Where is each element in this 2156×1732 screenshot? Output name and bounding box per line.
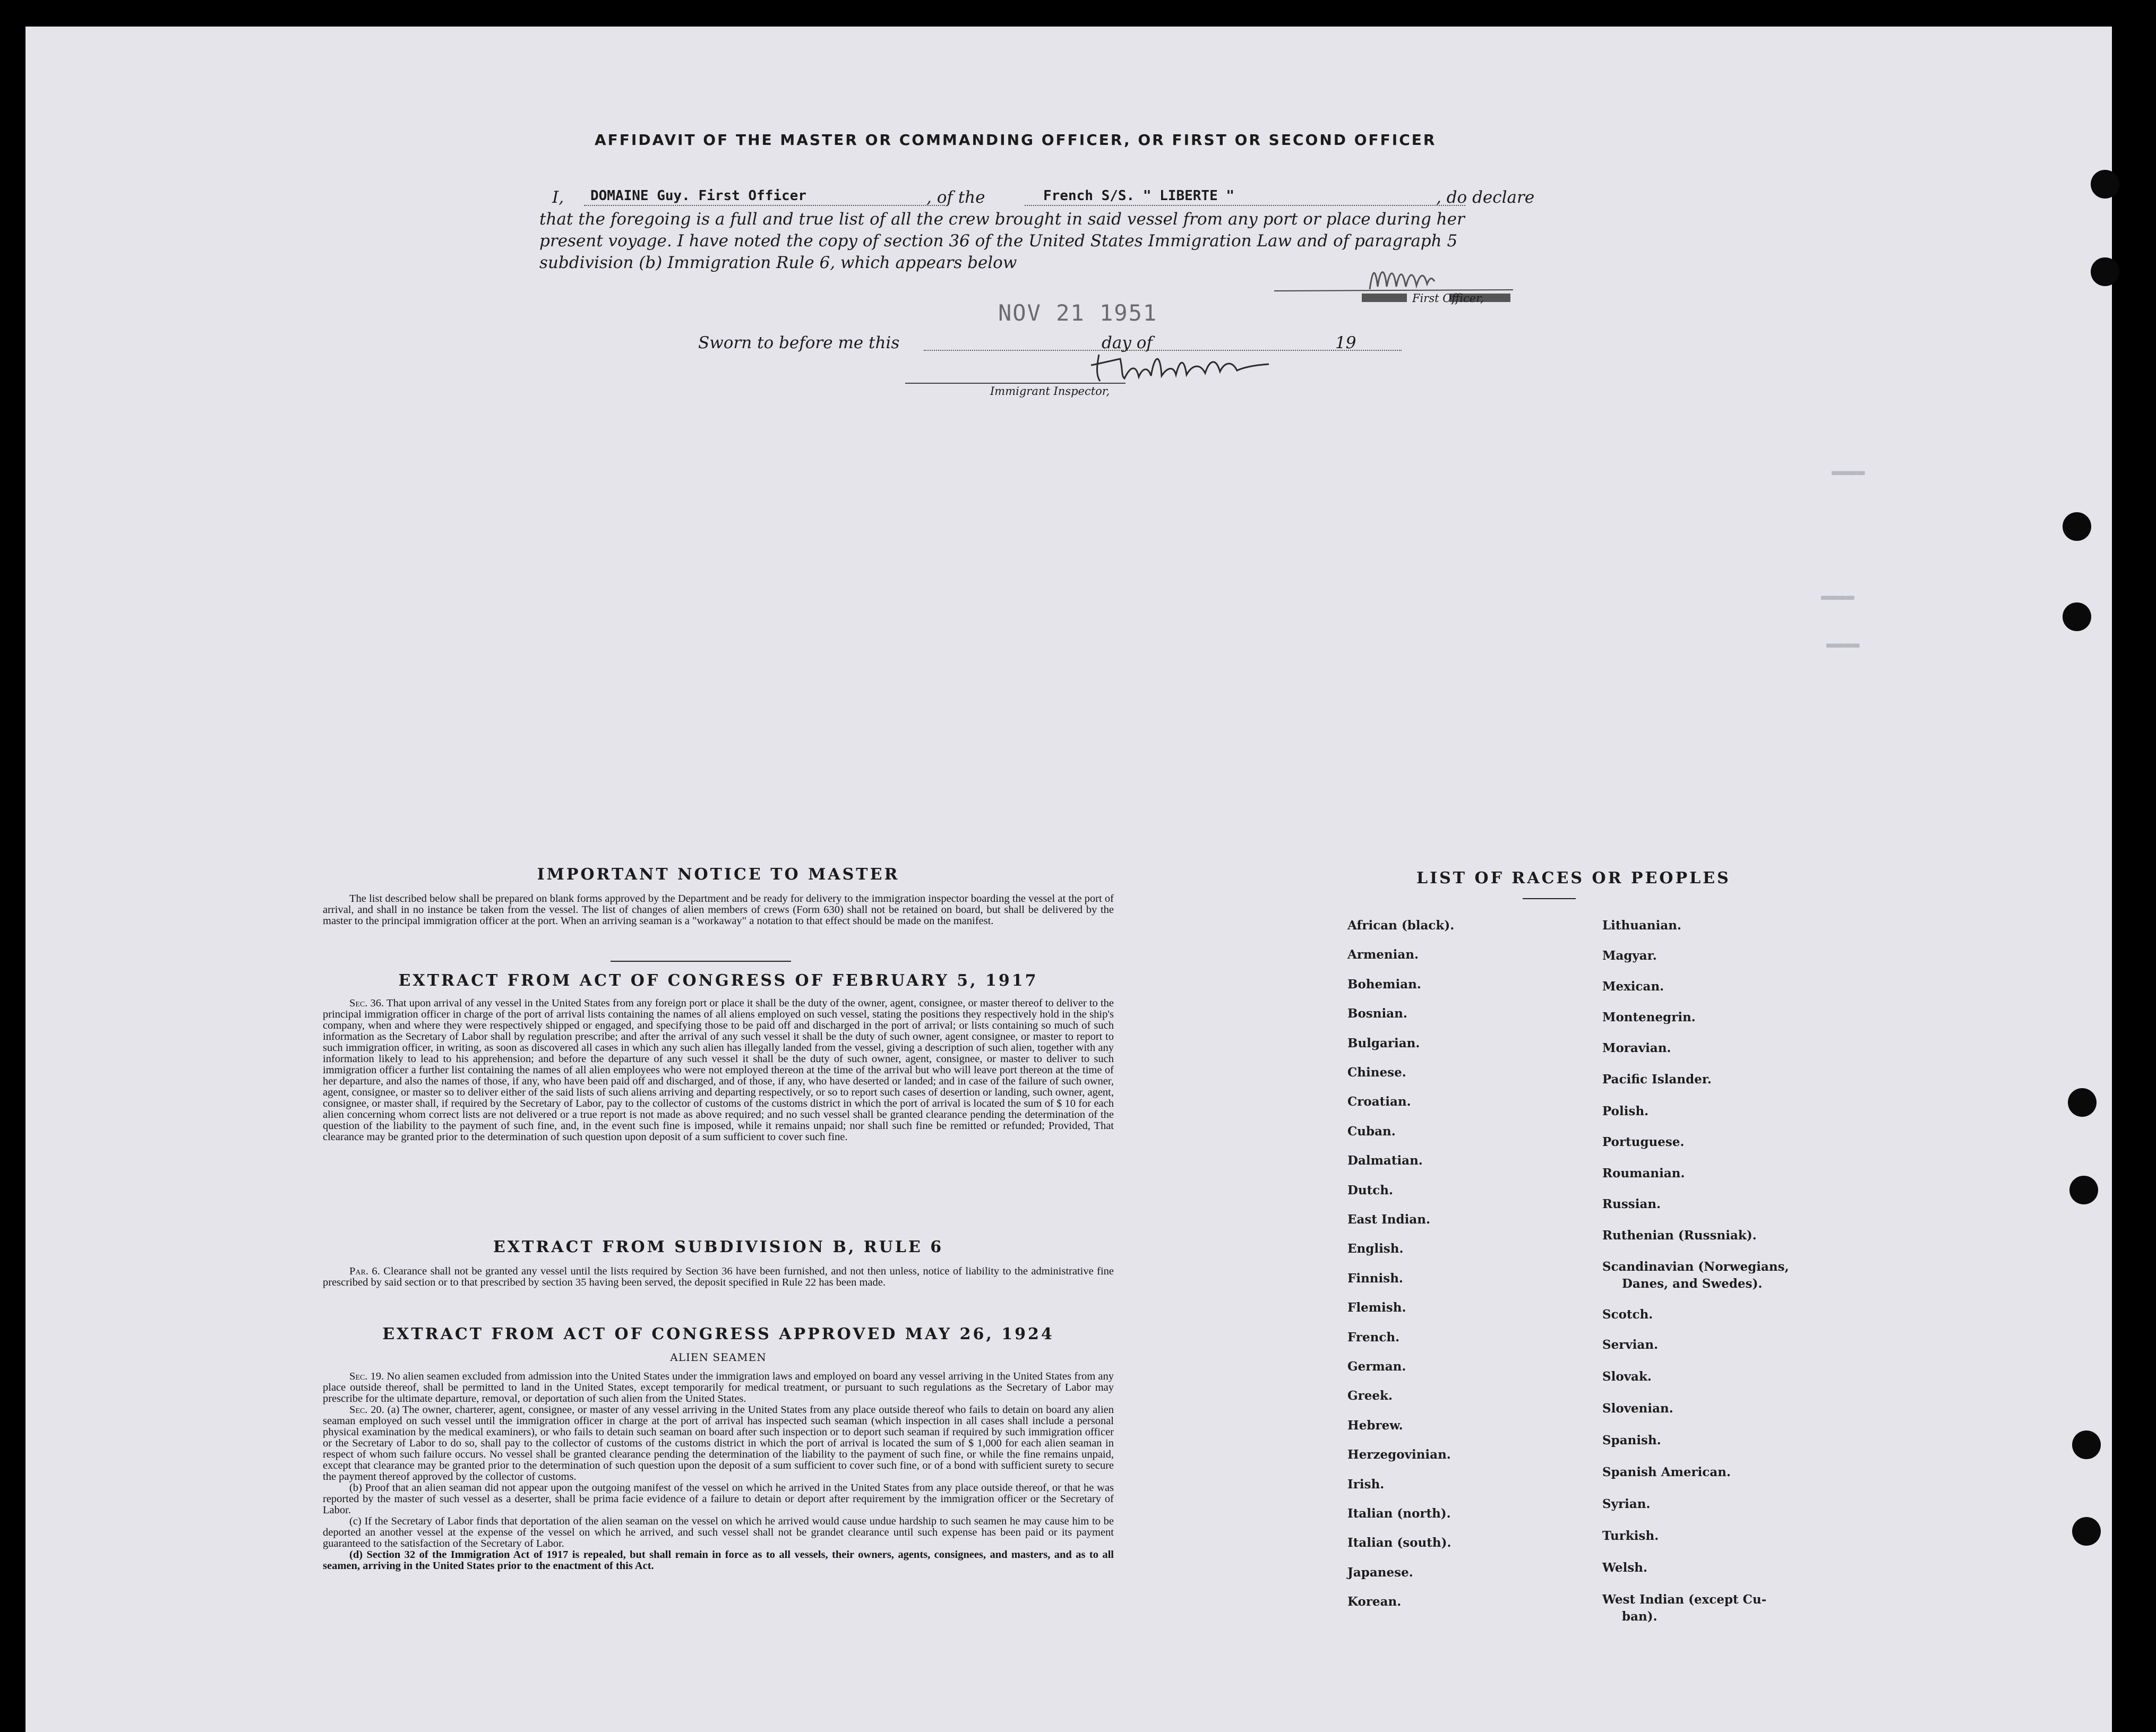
sworn-label: Sworn to before me this (698, 333, 900, 352)
extract-1924-title: EXTRACT FROM ACT OF CONGRESS APPROVED MAY 26, 1924 (382, 1325, 1054, 1343)
of-label: , of the (926, 188, 985, 207)
binder-hole (2091, 257, 2119, 286)
race-entry: Finnish. (1347, 1271, 1403, 1286)
binder-hole (2063, 602, 2091, 631)
year-prefix: 19 (1335, 333, 1356, 352)
race-entry: Bulgarian. (1347, 1036, 1420, 1050)
race-entry: Spanish. (1602, 1433, 1661, 1447)
body-line-3: subdivision (b) Immigration Rule 6, which appears below (539, 253, 1017, 272)
race-entry: Pacific Islander. (1602, 1072, 1712, 1087)
binder-hole (2091, 170, 2119, 199)
section-20c-text: (c) If the Secretary of Labor finds that deportation of the alien seaman on the vessel on which he arrived would cause undue hardship to such seamen he may cause him to be deported an another vessel at the expense of the vessel on which he arrived, and such vessel shall not be grandet clearance until such expense has been paid or its payment guaranteed to the satisfaction of the Secretary of Labor. (323, 1515, 1114, 1549)
race-entry: Cuban. (1347, 1124, 1396, 1139)
race-entry: Chinese. (1347, 1065, 1406, 1080)
binder-hole (2063, 512, 2091, 541)
inspector-caption: Immigrant Inspector, (990, 385, 1110, 398)
section-label: Sec. 36. (349, 997, 384, 1009)
race-entry: Danes, and Swedes). (1622, 1277, 1763, 1291)
bleed-through-text: ▬▬▬▬ (1826, 637, 1860, 653)
extract-1924-text (323, 1371, 1114, 1572)
extract-1917-text (323, 998, 1114, 1143)
race-entry: Polish. (1602, 1104, 1649, 1118)
section-19-text: No alien seamen excluded from admission into the United States under the immigration laws and employed on board any vessel arriving in the United States from any place outside thereof, shall be permitted to land in the United States, except temporarily for medical treatment, or pursuant to such regulations as the Secretary of Labor may prescribe for the ultimate departure, removal, or deportation of such alien from the United States. (323, 1371, 1114, 1404)
paragraph-6-text: Clearance shall not be granted any vessel until the lists required by Section 36 have been furnished, and not then unless, notice of liability to the administrative fine prescribed by said section or to that prescribed by section 35 having been served, the deposit specified in Rule 22 has been made. (323, 1265, 1114, 1288)
race-entry: Magyar. (1602, 949, 1657, 963)
race-entry: Turkish. (1602, 1529, 1659, 1543)
race-entry: Scotch. (1602, 1307, 1653, 1322)
race-entry: Hebrew. (1347, 1418, 1403, 1433)
section-20-label: Sec. 20. (349, 1404, 384, 1416)
section-20d-text: (d) Section 32 of the Immigration Act of 1917 is repealed, but shall remain in force as to all vessels, their owners, agents, consignees, and masters, and as to all seamen, arriving in the United States prior to the enactment of this Act. (323, 1549, 1114, 1572)
race-entry: Greek. (1347, 1389, 1393, 1403)
section-20a-text: (a) The owner, charterer, agent, consignee, or master of any vessel arriving in the United States from any place outside thereof who fails to detain on board any alien seaman employed on such vessel until the immigration officer in charge at the port of arrival has inspected such seaman (which inspection in all cases shall include a personal physical examination by the medical examiners), or who fails to detain such seaman on board after such inspection or to deport such seaman if required by such immigration officer or the Secretary of Labor to do so, shall pay to the collector of customs of the customs district in which the port of arrival is located the sum of $ 1,000 for each alien seaman in respect of whom such failure occurs. No vessel shall be granted clearance pending the determination of the liability to the payment of such fine, or while the fine remains unpaid, except that clearance may be granted prior to the determination of such question upon the deposit of a sum sufficient to cover such fine, or of a bond with sufficient surety to secure the payment thereof approved by the collector of customs. (323, 1404, 1114, 1483)
race-entry: Scandinavian (Norwegians, (1602, 1260, 1789, 1274)
race-entry: Italian (north). (1347, 1506, 1451, 1521)
bleed-through-text: ▬▬▬▬ (1821, 589, 1854, 605)
race-entry: Slovenian. (1602, 1401, 1673, 1416)
extract-rule6-title: EXTRACT FROM SUBDIVISION B, RULE 6 (493, 1238, 944, 1256)
race-entry: Syrian. (1602, 1497, 1651, 1511)
race-entry: East Indian. (1347, 1212, 1430, 1227)
race-entry: Croatian. (1347, 1095, 1411, 1109)
race-entry: Herzegovinian. (1347, 1447, 1451, 1462)
divider (611, 961, 791, 962)
extract-rule6-text (323, 1266, 1114, 1288)
i-label: I, (552, 188, 564, 207)
race-entry: Montenegrin. (1602, 1010, 1696, 1024)
body-line-2: present voyage. I have noted the copy of section 36 of the United States Immigration Law and of paragraph 5 (539, 231, 1458, 251)
race-entry: Mexican. (1602, 979, 1664, 994)
binder-hole (2069, 1176, 2098, 1204)
race-entry: West Indian (except Cu- (1602, 1592, 1767, 1607)
race-entry: Italian (south). (1347, 1536, 1451, 1550)
race-entry: Japanese. (1347, 1565, 1413, 1580)
declare-label: , do declare (1436, 188, 1535, 207)
races-title-underline (1523, 898, 1576, 899)
race-entry: Ruthenian (Russniak). (1602, 1228, 1757, 1243)
bleed-through-text: ▬▬▬▬ (1832, 464, 1865, 480)
race-entry: Armenian. (1347, 947, 1419, 962)
race-entry: Roumanian. (1602, 1166, 1685, 1180)
race-entry: Lithuanian. (1602, 918, 1681, 933)
day-of-label: day of (1102, 333, 1153, 352)
race-entry: Bosnian. (1347, 1006, 1407, 1021)
binder-hole (2072, 1517, 2101, 1546)
notice-paragraph: The list described below shall be prepared on blank forms approved by the Department and be ready for delivery to the immigration inspector boarding the vessel at the port of arrival, and shall in no instance be taken from the vessel. The list of changes of alien members of crews (Form 630) shall not be retained on board, but shall be delivered by the master to the principal immigration officer at the port. When an arriving seaman is a "workaway" a notation to that effect should be made on the manifest. (323, 893, 1114, 927)
section-19-label: Sec. 19. (349, 1371, 384, 1382)
binder-hole (2068, 1088, 2097, 1117)
section-36-text: That upon arrival of any vessel in the United States from any foreign port or place it shall be the duty of the owner, agent, consignee, or master thereof to deliver to the principal immigration officer in charge of the port of arrival lists containing the names of all aliens employed on such vessel, stating the positions they respectively hold in the ship's company, when and where they were respectively shipped or engaged, and specifying those to be paid off and discharged in the port of arrival; or lists containing so much of such information as the Secretary of Labor shall by regulation prescribe; and after the arrival of any such vessel it shall be the duty of such owner, agent consignee, or master to report to such immigration officer, in writing, as soon as discovered all cases in which any such alien has illegally landed from the vessel, giving a description of such alien, together with any information likely to lead to his apprehension; and before the departure of any such vessel it shall be the duty of such owner, agent, consignee, or master to deliver to such immigration officer a further list containing the names of all alien employees who were not employed thereon at the time of the arrival but who will leave port thereon at the time of her departure, and also the names of those, if any, who have been paid off and discharged, and of those, if any, who have deserted or landed; and in case of the failure of such owner, agent, consignee, or master so to deliver either of the said lists of such aliens arriving and departing respectively, or so to report such cases of desertion or landing, such owner, agent, consignee, or master shall, if required by the Secretary of Labor, pay to the collector of customs of the customs district in which the port of arrival is located the sum of $ 10 for each alien concerning whom correct lists are not delivered or a true report is not made as above required; and no such vessel shall be granted clearance pending the determination of the question of the liability to the payment of such fine, and, in the event such fine is imposed, while it remains unpaid; nor shall such fine be remitted or refunded; Provided, That clearance may be granted prior to the determination of such question upon deposit of a sum sufficient to cover such fine. (323, 997, 1114, 1143)
declaration-line (552, 187, 1550, 208)
vessel-value: French S/S. " LIBERTE " (1043, 188, 1235, 204)
race-entry: Servian. (1602, 1338, 1659, 1352)
race-entry: French. (1347, 1330, 1400, 1345)
race-entry: Irish. (1347, 1477, 1385, 1492)
race-entry: Korean. (1347, 1595, 1402, 1609)
race-entry: Portuguese. (1602, 1135, 1685, 1149)
race-entry: ban). (1622, 1609, 1657, 1624)
race-entry: Spanish American. (1602, 1465, 1731, 1479)
alien-seamen-subtitle: ALIEN SEAMEN (670, 1351, 767, 1364)
races-title: LIST OF RACES OR PEOPLES (1416, 869, 1731, 887)
race-entry: Moravian. (1602, 1041, 1671, 1055)
date-stamp: NOV 21 1951 (998, 300, 1158, 326)
extract-1917-title: EXTRACT FROM ACT OF CONGRESS OF FEBRUARY 5, 1917 (398, 971, 1038, 990)
body-line-1: that the foregoing is a full and true list of all the crew brought in said vessel from any port or place during her (539, 210, 1465, 229)
binder-hole (2072, 1431, 2101, 1459)
race-entry: Bohemian. (1347, 977, 1421, 992)
notice-title: IMPORTANT NOTICE TO MASTER (537, 865, 900, 884)
notice-text (323, 893, 1114, 927)
affidavit-title: AFFIDAVIT OF THE MASTER OR COMMANDING OFFICER, OR FIRST OR SECOND OFFICER (595, 131, 1437, 149)
section-20b-text: (b) Proof that an alien seaman did not appear upon the outgoing manifest of the vessel on which he arrived in the United States from any place outside thereof, or that he was reported by the master of such vessel as a deserter, shall be prima facie evidence of a failure to detain or deport after requirement by the immigration officer or the Secretary of Labor. (323, 1482, 1114, 1516)
strikeout-marks (1362, 294, 1407, 302)
race-entry: African (black). (1347, 918, 1455, 933)
officer-name-value: DOMAINE Guy. First Officer (590, 188, 806, 204)
officer-caption: First Officer, (1412, 292, 1484, 305)
race-entry: Dutch. (1347, 1183, 1394, 1197)
race-entry: Welsh. (1602, 1561, 1648, 1575)
paragraph-label: Par. 6. (349, 1265, 380, 1277)
race-entry: English. (1347, 1242, 1404, 1256)
race-entry: Dalmatian. (1347, 1153, 1423, 1168)
race-entry: Slovak. (1602, 1369, 1652, 1384)
race-entry: Flemish. (1347, 1300, 1406, 1315)
race-entry: Russian. (1602, 1197, 1661, 1211)
race-entry: German. (1347, 1359, 1406, 1374)
